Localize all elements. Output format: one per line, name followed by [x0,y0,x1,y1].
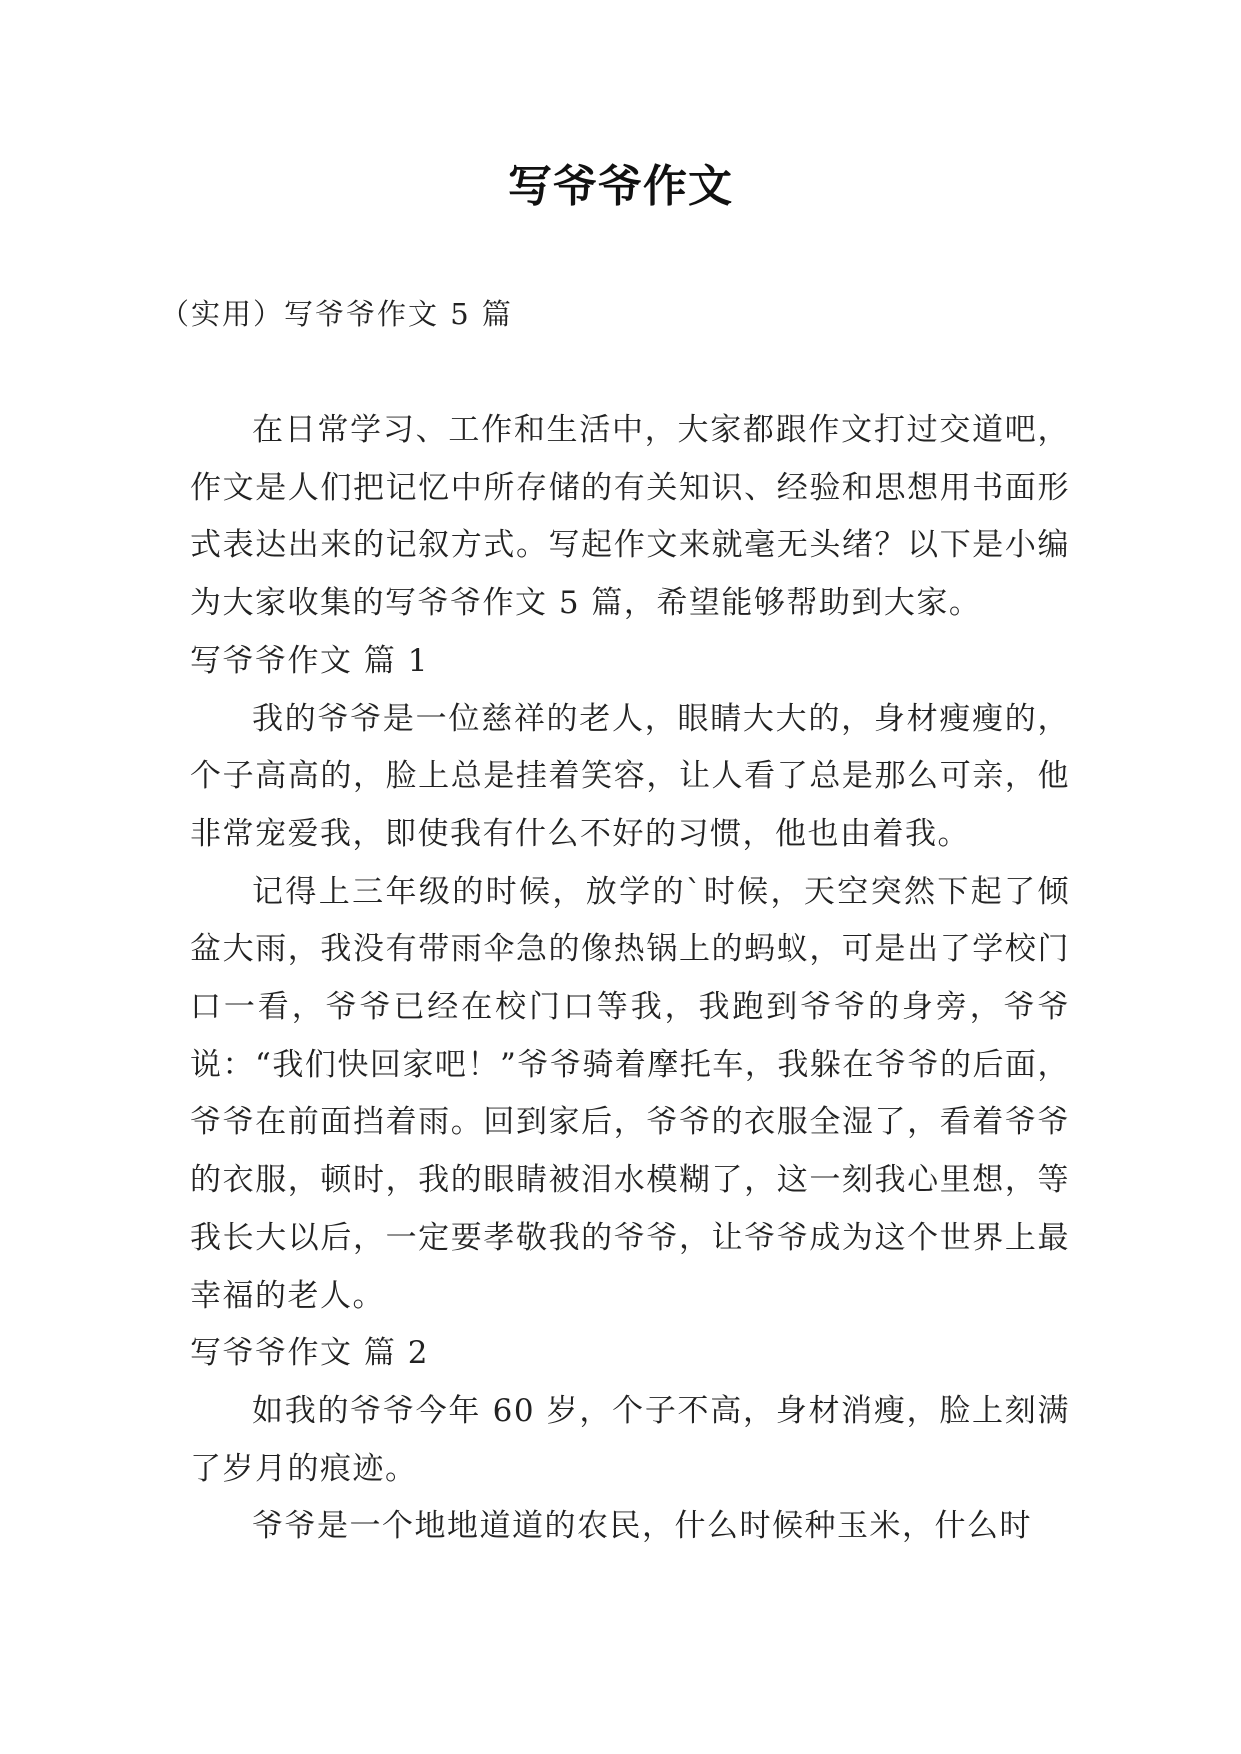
document-body [190,402,1070,1556]
essay-2-paragraph: 爷爷是一个地地道道的农民，什么时候种玉米，什么时 [252,1508,1032,1545]
essay-1-paragraph: 记得上三年级的时候，放学的`时候，天空突然下起了倾盆大雨，我没有带雨伞急的像热锅上的蚂蚁，可是出了学校门口一看，爷爷已经在校门口等我，我跑到爷爷的身旁，爷爷说：“我们快回家吧！”爷爷骑着摩托车，我躲在爷爷的后面，爷爷在前面挡着雨。回到家后，爷爷的衣服全湿了，看着爷爷的衣服，顿时，我的眼睛被泪水模糊了，这一刻我心里想，等我长大以后，一定要孝敬我的爷爷，让爷爷成为这个世界上最幸福的老人。 [190,873,1070,1314]
essay-1-paragraph: 我的爷爷是一位慈祥的老人，眼睛大大的，身材瘦瘦的，个子高高的，脸上总是挂着笑容，让人看了总是那么可亲，他非常宠爱我，即使我有什么不好的习惯，他也由着我。 [190,700,1070,852]
essay-2-paragraph: 如我的爷爷今年 60 岁，个子不高，身材消瘦，脸上刻满了岁月的痕迹。 [190,1392,1070,1487]
document-title: 写爷爷作文 [508,161,733,212]
document-subtitle: （实用）写爷爷作文 5 篇 [160,297,513,331]
essay-1-heading: 写爷爷作文 篇 1 [190,642,429,679]
essay-2-heading: 写爷爷作文 篇 2 [190,1335,429,1372]
intro-paragraph: 在日常学习、工作和生活中，大家都跟作文打过交道吧，作文是人们把记忆中所存储的有关知识、经验和思想用书面形式表达出来的记叙方式。写起作文来就毫无头绪？以下是小编为大家收集的写爷爷作文 5 篇，希望能够帮助到大家。 [190,412,1070,622]
